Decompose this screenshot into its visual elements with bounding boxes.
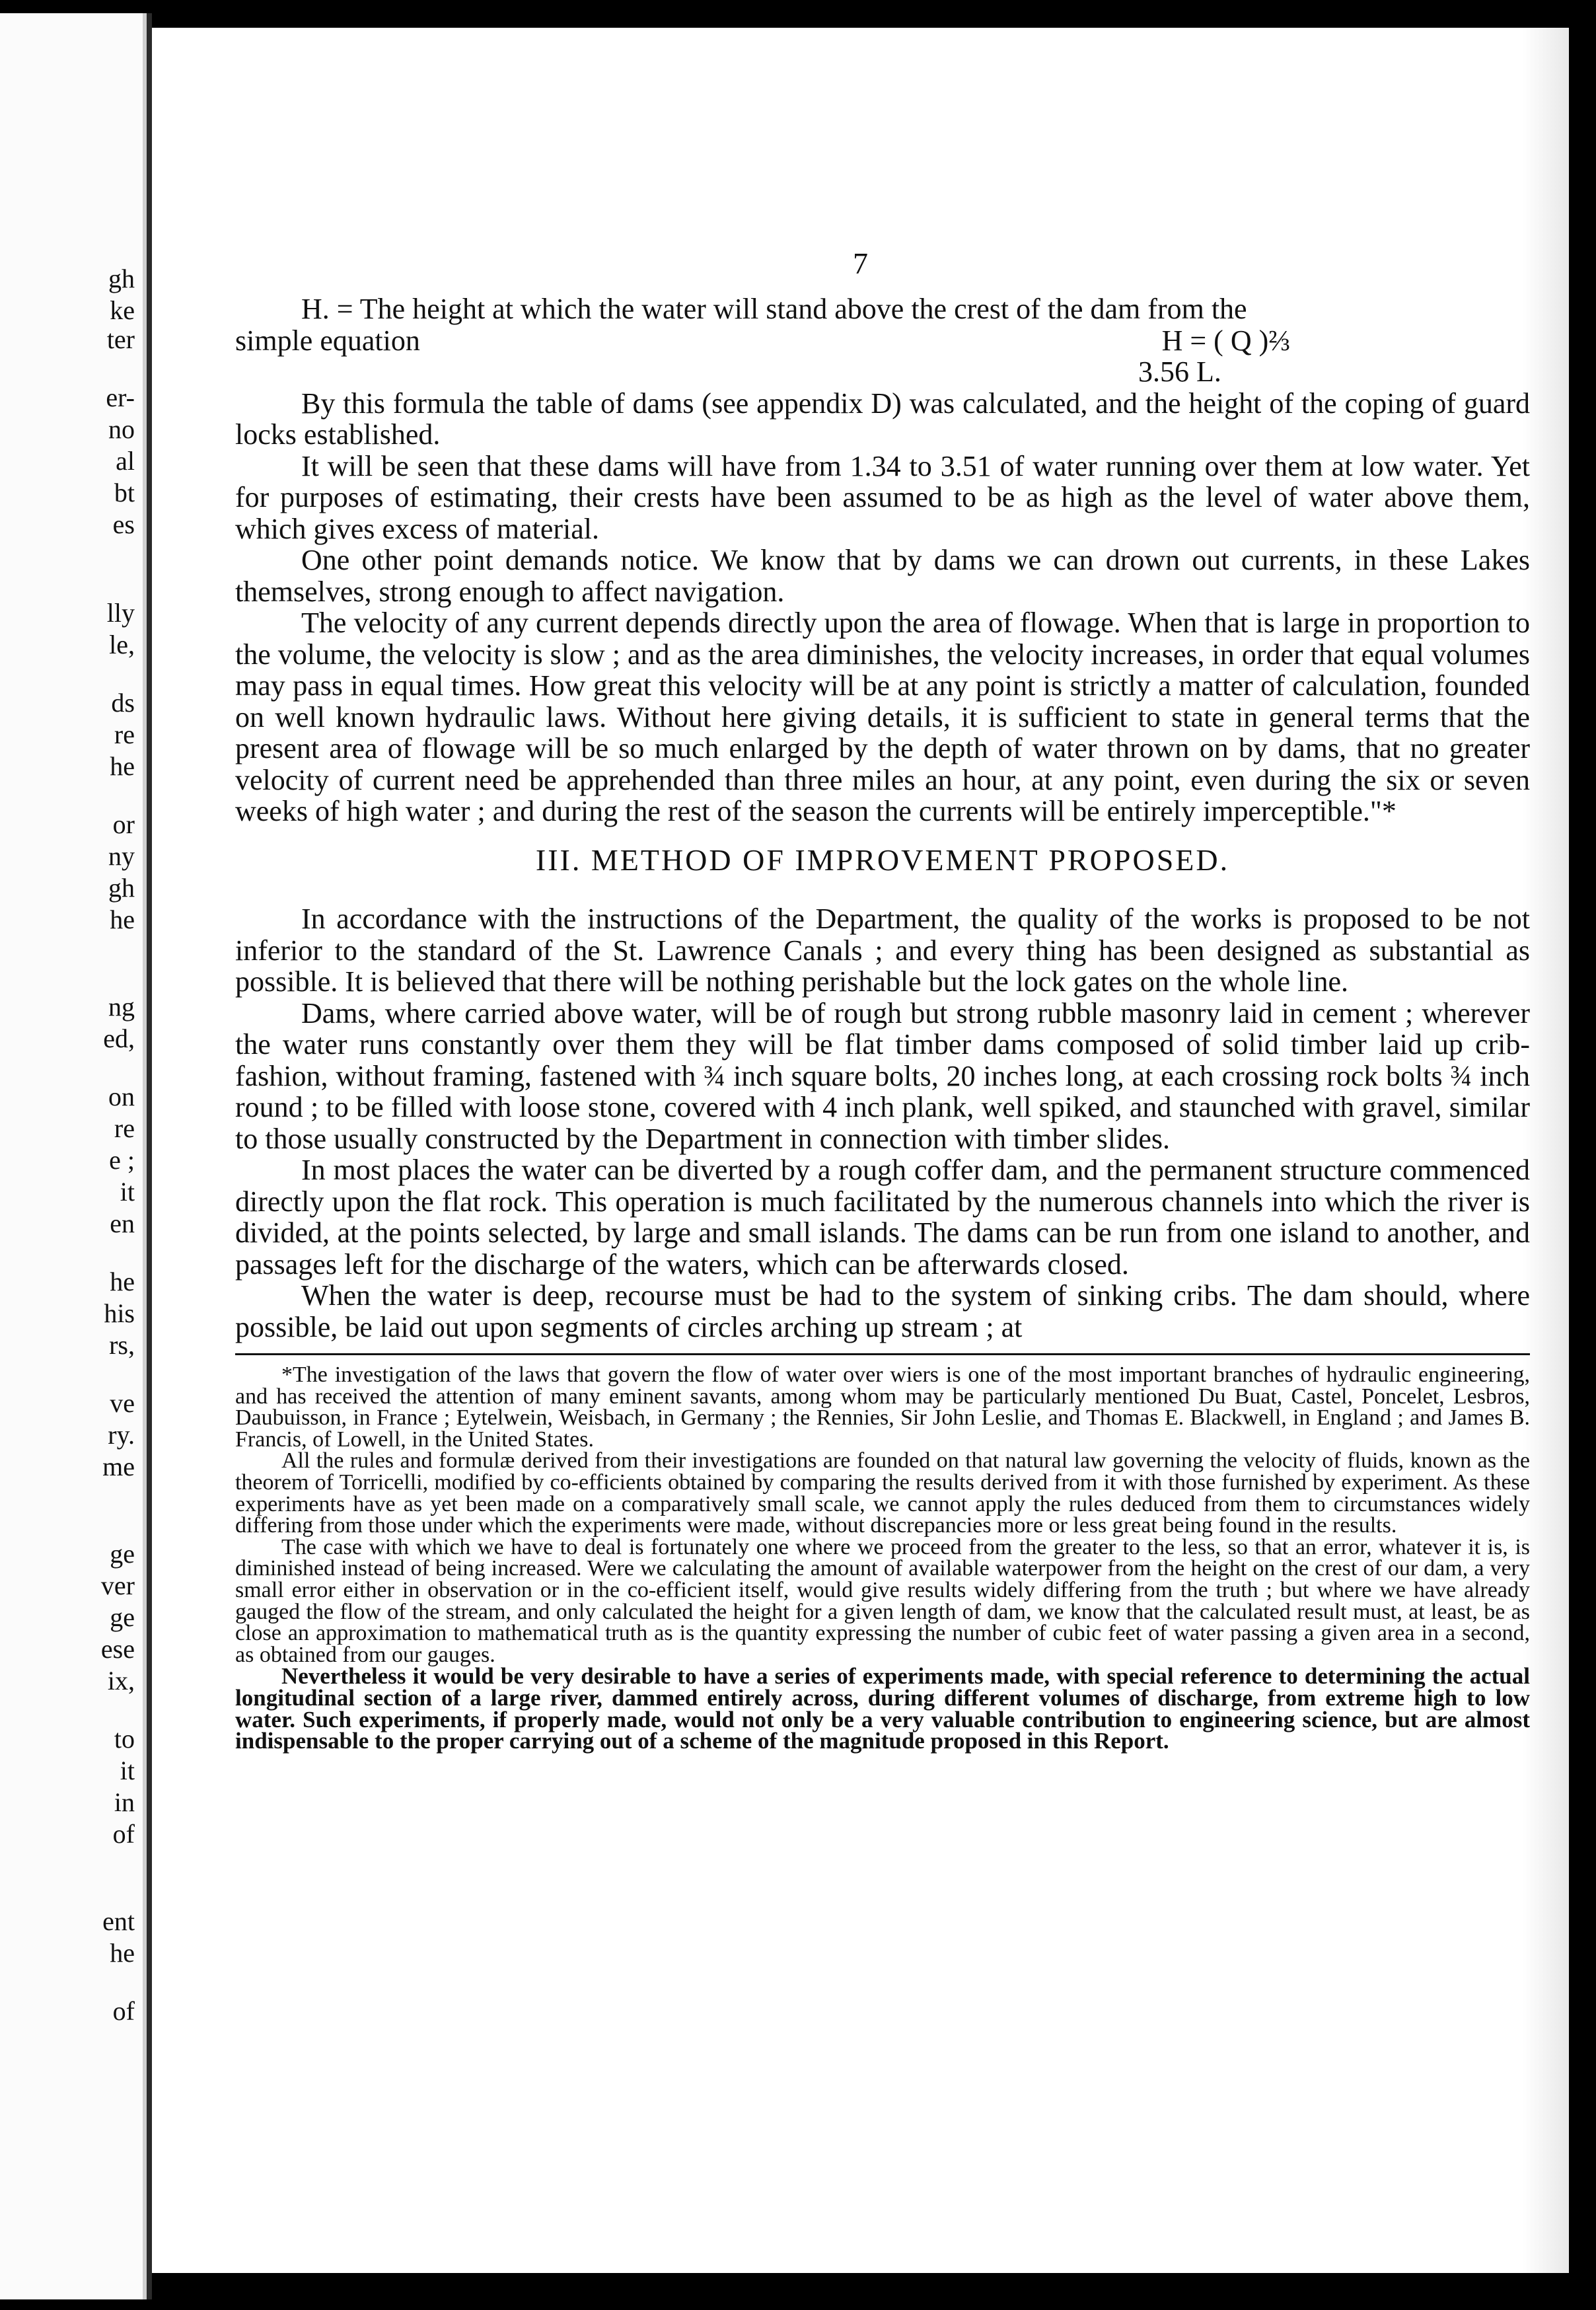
- facing-page-fragment: es: [112, 509, 135, 539]
- document-page: [152, 28, 1569, 2273]
- footnote-rule: [235, 1353, 1530, 1355]
- facing-page-fragment: ny: [108, 841, 135, 871]
- h-definition: H. = The height at which the water will stand above the crest of the dam from the: [301, 293, 1247, 325]
- paragraph: One other point demands notice. We know that by dams we can drown out currents, in these Lakes themselves, strong enough to affect navigation.: [235, 544, 1530, 608]
- facing-page: [0, 13, 147, 2299]
- paragraph: When the water is deep, recourse must be had to the system of sinking cribs. The dam should, where possible, be laid out upon segments of circles arching up stream ; at: [235, 1279, 1530, 1343]
- facing-page-fragment: ver: [100, 1571, 135, 1600]
- section-heading: III. METHOD OF IMPROVEMENT PROPOSED.: [535, 842, 1230, 877]
- footnote: Nevertheless it would be very desirable to have a series of experiments made, with special reference to determining the actual longitudinal section of a large river, dammed entirely across, during different volumes of discharge, from extreme high to low water. Such experiments, if properly made, would not only be a very valuable contribution to engineering science, but are almost indispensable to the proper carrying out of a scheme of the magnitude proposed in this Report.: [235, 1663, 1530, 1754]
- facing-page-fragment: ds: [111, 688, 135, 718]
- facing-page-fragment: he: [110, 1267, 135, 1296]
- facing-page-fragment: re: [114, 1113, 135, 1143]
- paragraph: In most places the water can be diverted by a rough coffer dam, and the permanent structure commenced directly upon the flat rock. This operation is much facilitated by the numerous channels into which the river is divided, at the points selected, by large and small islands. The dams can be run from one island to another, and passages left for the discharge of the waters, which can be afterwards closed.: [235, 1154, 1530, 1281]
- facing-page-fragment: re: [114, 720, 135, 749]
- paragraph: In accordance with the instructions of the Department, the quality of the works is proposed to be not inferior to the standard of the St. Lawrence Canals ; and every thing has been designed as substantial as possible. It is believed that there will be nothing perishable but the lock gates on the whole line.: [235, 903, 1530, 998]
- facing-page-fragment: bt: [114, 478, 135, 507]
- formula-numerator: H = ( Q )⅔: [1161, 324, 1291, 357]
- facing-page-fragment: on: [108, 1082, 135, 1111]
- page-number: 7: [853, 246, 868, 280]
- facing-page-fragment: ix,: [107, 1666, 135, 1695]
- book-gutter: [147, 13, 152, 2299]
- main-text: [235, 293, 1530, 1752]
- facing-page-fragment: he: [110, 905, 135, 934]
- facing-page-fragment: ry.: [108, 1420, 135, 1450]
- facing-page-fragment: gh: [108, 873, 135, 903]
- facing-page-fragment: lly: [106, 598, 135, 628]
- formula-row: [235, 325, 1530, 388]
- facing-page-fragment: ese: [100, 1634, 135, 1664]
- paragraph: By this formula the table of dams (see appendix D) was calculated, and the height of the coping of guard locks established.: [235, 387, 1530, 451]
- facing-page-fragment: he: [110, 751, 135, 781]
- formula-intro: simple equation: [235, 324, 420, 357]
- facing-page-fragment: of: [112, 1996, 135, 2026]
- facing-page-fragment: er-: [106, 383, 135, 412]
- footnote: All the rules and formulæ derived from their investigations are founded on that natural law governing the velocity of fluids, known as the theorem of Torricelli, modified by co-efficients obtained by comparing the results derived from it with those furnished by experiment. As these experiments have as yet been made on a comparatively small scale, we cannot apply the rules deduced from them to circumstances widely differing from those under which the experiments were made, without discrepancies more or less great being found in the results.: [235, 1448, 1530, 1538]
- facing-page-fragment: ve: [110, 1388, 135, 1418]
- facing-page-fragment: no: [108, 414, 135, 444]
- facing-page-fragment: ter: [106, 324, 135, 354]
- facing-page-fragment: his: [104, 1298, 135, 1328]
- footnote: *The investigation of the laws that govern the flow of water over wiers is one of the most important branches of hydraulic engineering, and has received the attention of many eminent savants, among whom may be particularly mentioned Du Buat, Castel, Poncelet, Lesbros, Daubuisson, in France ; Eytelwein, Weisbach, in Germany ; the Rennies, Sir John Leslie, and Thomas E. Blackwell, in England ; and James B. Francis, of Lowell, in the United States.: [235, 1362, 1530, 1452]
- facing-page-fragment: al: [116, 446, 135, 476]
- facing-page-fragment: gh: [108, 264, 135, 293]
- facing-page-fragment: or: [112, 809, 135, 839]
- facing-page-fragment: en: [110, 1209, 135, 1238]
- facing-page-fragment: me: [102, 1452, 135, 1481]
- footnote: The case with which we have to deal is fortunately one where we proceed from the greater to the less, so that an error, whatever it is, is diminished instead of being increased. Were we calculating the amount of available waterpower from the height on the crest of our dam, a very small error either in observation or in the co-efficient itself, would give results widely differing from the truth ; but where we have already gauged the flow of the stream, and only calculated the height for a given length of dam, we know that the calculated result must, at least, be as close an approximation to mathematical truth as is the quantity expressing the number of cubic feet of water passing a given area in a second, as obtained from our gauges.: [235, 1534, 1530, 1667]
- facing-page-fragment: ent: [102, 1906, 135, 1936]
- facing-page-fragment: it: [120, 1177, 135, 1207]
- facing-page-fragment: le,: [109, 630, 135, 659]
- facing-page-fragment: he: [110, 1938, 135, 1968]
- facing-page-fragment: rs,: [109, 1330, 135, 1360]
- paragraph: The velocity of any current depends directly upon the area of flowage. When that is large in proportion to the volume, the velocity is slow ; and as the area diminishes, the velocity increases, in order that equal volumes may pass in equal times. How great this velocity will be at any point is strictly a matter of calculation, founded on well known hydraulic laws. Without here giving details, it is sufficient to state in general terms that the present area of flowage will be so much enlarged by the depth of water thrown on by dams, that no greater velocity of current need be apprehended than three miles an hour, at any point, even during the six or seven weeks of high water ; and during the rest of the season the currents will be entirely imperceptible."*: [235, 607, 1530, 827]
- facing-page-fragment: e ;: [109, 1145, 135, 1175]
- paragraph: It will be seen that these dams will have from 1.34 to 3.51 of water running over them at low water. Yet for purposes of estimating, their crests have been assumed to be as high as the level of water above them, which gives excess of material.: [235, 449, 1530, 545]
- facing-page-fragment: ge: [110, 1539, 135, 1569]
- facing-page-fragment: ge: [110, 1602, 135, 1632]
- formula-denominator: 3.56 L.: [1138, 355, 1221, 388]
- facing-page-fragment: ke: [110, 295, 135, 325]
- formula: [1138, 324, 1291, 388]
- footnotes: [235, 1364, 1530, 1752]
- facing-page-fragment: ng: [108, 992, 135, 1022]
- facing-page-fragment: in: [114, 1787, 135, 1817]
- facing-page-fragment: it: [120, 1756, 135, 1785]
- facing-page-fragment: to: [114, 1724, 135, 1754]
- paragraph: Dams, where carried above water, will be of rough but strong rubble masonry laid in cement ; wherever the water runs constantly over them they will be flat timber dams composed of solid timber laid up crib-fashion, without framing, fastened with ¾ inch square bolts, 20 inches long, at each crossing rock bolts ¾ inch round ; to be filled with loose stone, covered with 4 inch plank, well spiked, and staunched with gravel, similar to those usually constructed by the Department in connection with timber slides.: [235, 996, 1530, 1155]
- facing-page-fragment: of: [112, 1819, 135, 1849]
- facing-page-fragment: ed,: [103, 1024, 135, 1053]
